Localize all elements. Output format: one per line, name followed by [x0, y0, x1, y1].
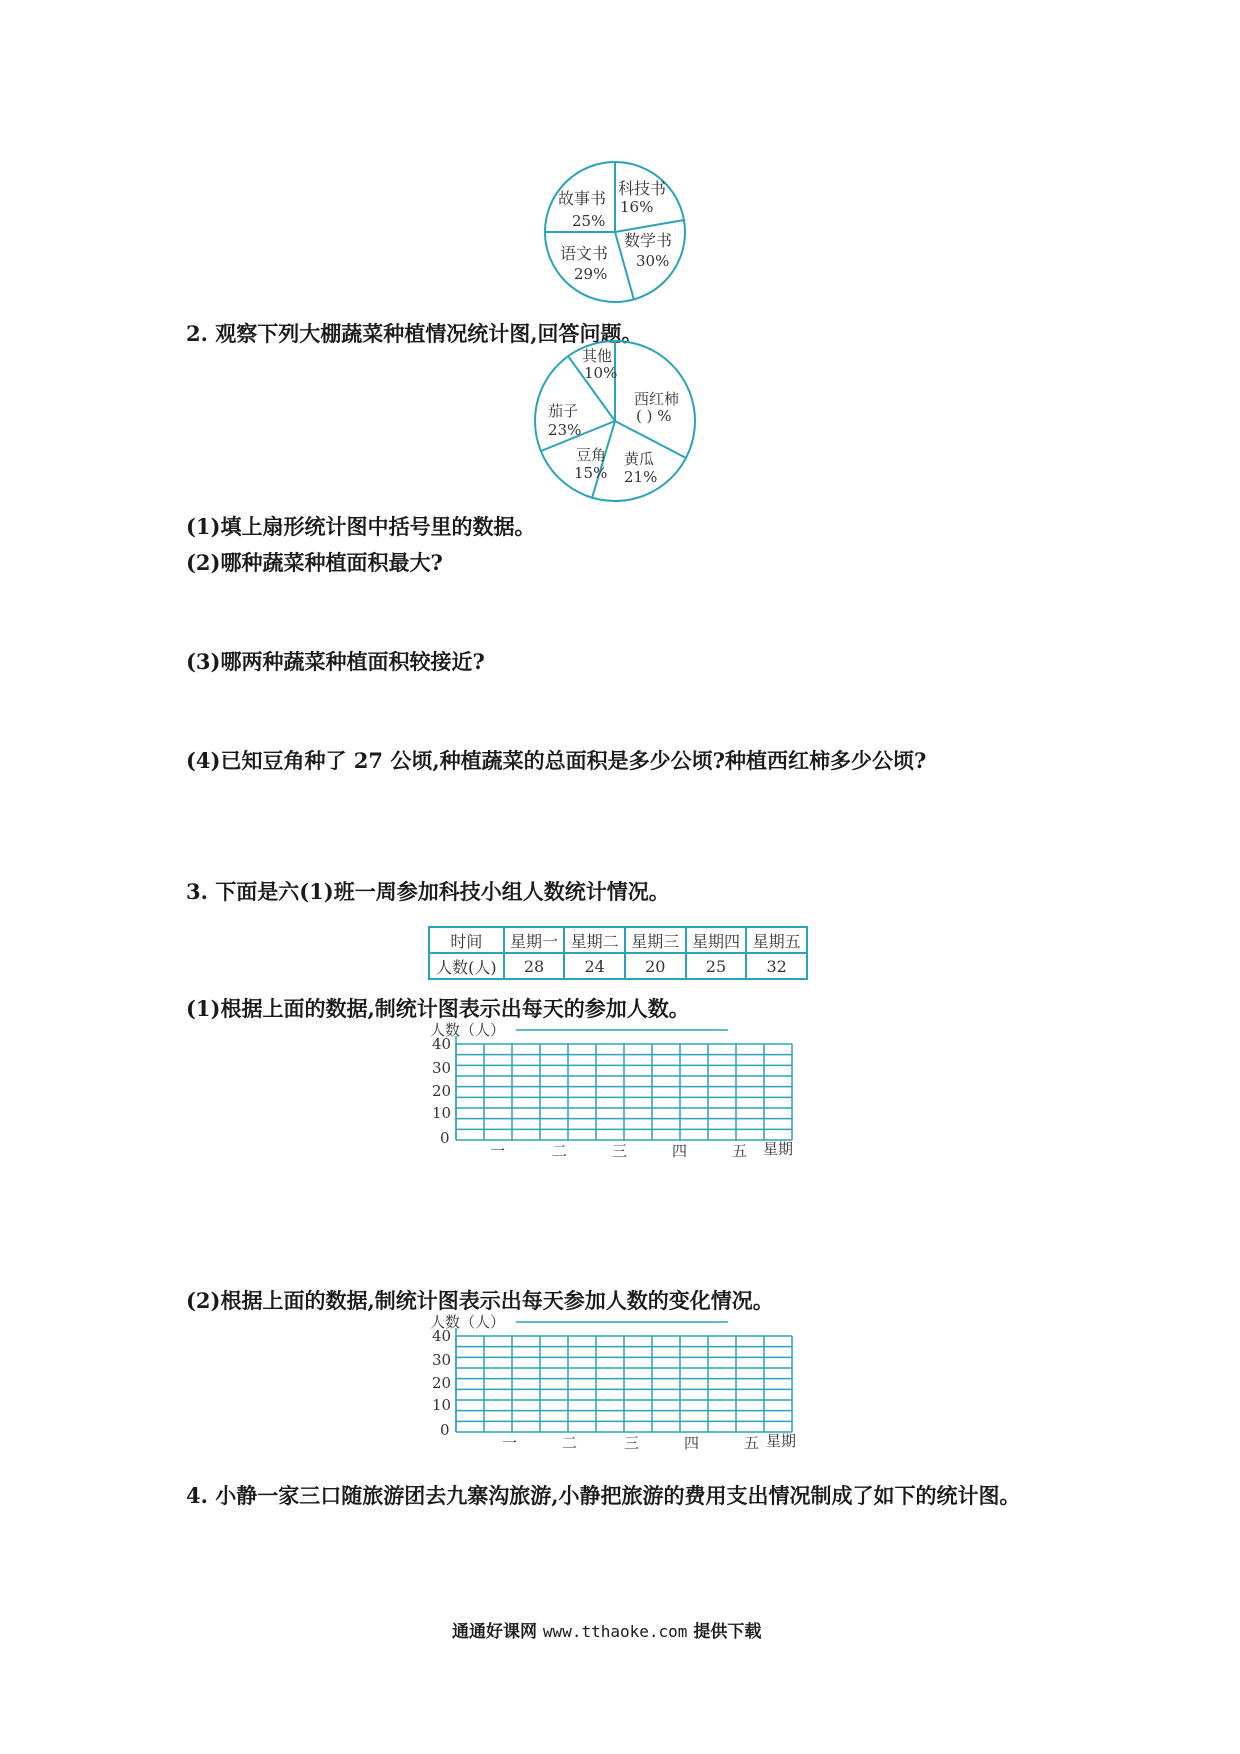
question-2-sub-1: (1)填上扇形统计图中括号里的数据。	[186, 514, 536, 539]
question-3-sub-1: (1)根据上面的数据,制统计图表示出每天的参加人数。	[186, 996, 690, 1021]
slice-label-qita: 其他	[582, 347, 613, 365]
question-3-sub-2: (2)根据上面的数据,制统计图表示出每天参加人数的变化情况。	[186, 1288, 774, 1313]
table-header-cell: 星期三	[625, 927, 686, 953]
y-tick: 10	[432, 1104, 452, 1122]
slice-pct-doujiao: 15%	[574, 464, 608, 482]
y-tick: 0	[440, 1129, 450, 1147]
question-2-sub-4: (4)已知豆角种了 27 公顷,种植蔬菜的总面积是多少公顷?种植西红柿多少公顷?	[186, 748, 927, 773]
y-tick: 20	[432, 1082, 452, 1100]
y-tick: 10	[432, 1396, 452, 1414]
slice-label-qiezi: 茄子	[548, 402, 579, 420]
question-2-sub-3: (3)哪两种蔬菜种植面积较接近?	[186, 649, 485, 674]
pie-chart-vegetables	[532, 338, 698, 504]
slice-pct-shuxue: 30%	[636, 252, 670, 270]
slice-label-shuxue: 数学书	[624, 231, 673, 250]
table-header-cell: 星期四	[686, 927, 747, 953]
x-tick: 三	[612, 1142, 628, 1160]
slice-pct-qiezi: 23%	[548, 421, 582, 439]
table-row	[429, 953, 807, 979]
table-header-cell: 星期二	[564, 927, 625, 953]
table-cell: 25	[686, 953, 747, 979]
y-tick: 40	[432, 1035, 452, 1053]
footer-suffix: 提供下载	[693, 1622, 762, 1642]
slice-label-xihongshi: 西红柿	[634, 390, 680, 408]
x-tick: 五	[732, 1142, 748, 1160]
data-table	[428, 926, 808, 980]
x-tick: 四	[672, 1142, 688, 1160]
y-tick: 30	[432, 1059, 452, 1077]
table-row-label: 人数(人)	[429, 953, 504, 979]
question-2-title: 2. 观察下列大棚蔬菜种植情况统计图,回答问题。	[186, 321, 643, 346]
question-4-title: 4. 小静一家三口随旅游团去九寨沟旅游,小静把旅游的费用支出情况制成了如下的统计图。	[186, 1483, 1021, 1508]
table-header-cell: 星期五	[746, 927, 807, 953]
x-tick: 二	[552, 1142, 568, 1160]
table-header-cell: 时间	[429, 927, 504, 953]
table-cell: 28	[504, 953, 565, 979]
blank-grid-chart-2	[428, 1310, 808, 1460]
question-2-sub-2: (2)哪种蔬菜种植面积最大?	[186, 550, 443, 575]
footer-url[interactable]: www.tthaoke.com	[542, 1622, 688, 1641]
y-tick: 20	[432, 1374, 452, 1392]
blank-grid-chart-1	[428, 1018, 808, 1168]
footer	[452, 1617, 761, 1642]
x-tick: 五	[744, 1434, 760, 1452]
table-header-cell: 星期一	[504, 927, 565, 953]
x-axis-title: 星期	[766, 1432, 797, 1450]
slice-pct-qita: 10%	[584, 364, 618, 382]
question-3-title: 3. 下面是六(1)班一周参加科技小组人数统计情况。	[186, 879, 670, 904]
table-header-row	[429, 927, 807, 953]
slice-pct-xihongshi: ( ) %	[636, 407, 672, 425]
y-axis-title: 人数（人）	[430, 1313, 506, 1331]
slice-label-gushi: 故事书	[558, 189, 607, 208]
x-tick: 四	[684, 1434, 700, 1452]
y-tick: 30	[432, 1351, 452, 1369]
slice-label-doujiao: 豆角	[576, 446, 607, 464]
table-cell: 20	[625, 953, 686, 979]
x-axis-title: 星期	[763, 1140, 794, 1158]
slice-label-keji: 科技书	[618, 179, 667, 198]
slice-pct-keji: 16%	[620, 198, 654, 216]
y-axis-title: 人数（人）	[430, 1021, 506, 1039]
x-tick: 一	[490, 1142, 506, 1160]
x-tick: 三	[624, 1434, 640, 1452]
table-cell: 32	[746, 953, 807, 979]
slice-label-yuwen: 语文书	[560, 244, 609, 263]
x-tick: 二	[562, 1434, 578, 1452]
y-tick: 0	[440, 1421, 450, 1439]
pie-chart-books	[540, 158, 690, 306]
x-tick: 一	[502, 1434, 518, 1452]
table-cell: 24	[564, 953, 625, 979]
slice-label-huanggua: 黄瓜	[624, 450, 655, 468]
footer-brand: 通通好课网	[452, 1622, 537, 1642]
slice-pct-huanggua: 21%	[624, 468, 658, 486]
slice-pct-gushi: 25%	[572, 212, 606, 230]
y-tick: 40	[432, 1327, 452, 1345]
slice-pct-yuwen: 29%	[574, 265, 608, 283]
